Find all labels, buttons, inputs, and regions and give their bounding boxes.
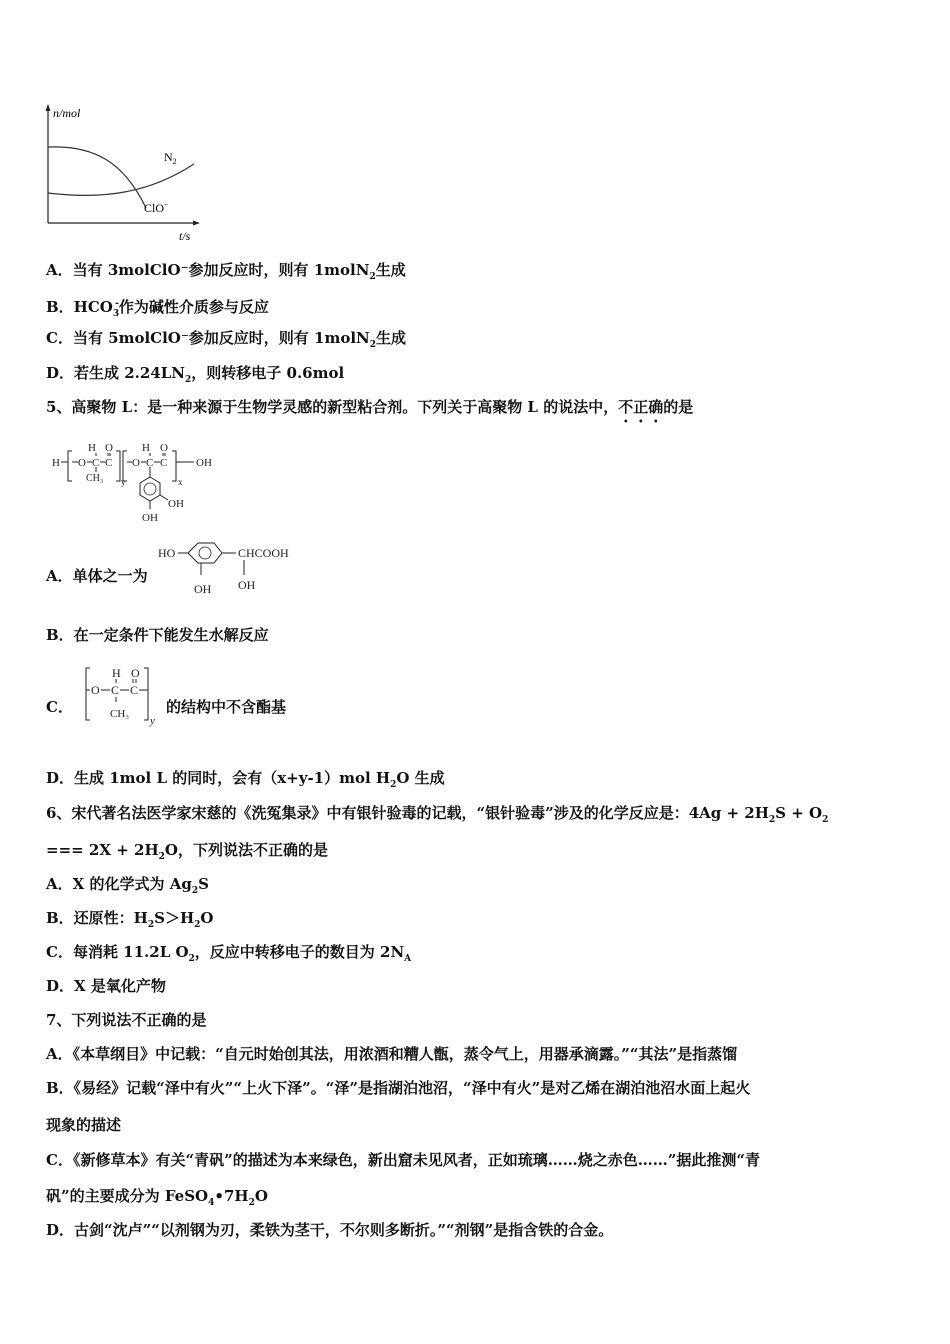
svg-text:O: O <box>78 457 86 469</box>
q7-option-c-line1: C．《新修草本》有关“青矾”的描述为本来绿色，新出窟未见风者，正如琉璃……烧之赤色……”据此推测“青 <box>46 1151 760 1169</box>
svg-text:x: x <box>178 477 183 487</box>
svg-text:y: y <box>150 715 155 727</box>
q7-option-d: D．古剑“沈卢”“以剂钢为刃，柔铁为茎干，不尔则多断折。”“剂钢”是指含铁的合金。 <box>46 1221 614 1239</box>
svg-text:CHCOOH: CHCOOH <box>238 546 289 560</box>
svg-text:H: H <box>88 442 96 454</box>
svg-text:OH: OH <box>194 582 212 596</box>
svg-text:C: C <box>160 457 168 469</box>
svg-text:C: C <box>146 457 154 469</box>
q5-stem: 5、高聚物 L：是一种来源于生物学灵感的新型粘合剂。下列关于高聚物 L 的说法中，不正确的是 <box>46 398 694 416</box>
x-axis-arrow <box>193 221 200 226</box>
svg-text:H: H <box>112 666 121 680</box>
q6-option-d: D．X 是氧化产物 <box>46 977 166 995</box>
svg-text:O: O <box>132 457 140 469</box>
svg-text:H: H <box>142 442 150 454</box>
svg-text:HO: HO <box>158 546 176 560</box>
polymer-l-structure <box>48 437 228 529</box>
q5-option-c-label: C． <box>46 698 73 716</box>
q4-option-b: B．$HCO_3^-$作为碱性介质参与反应 <box>46 298 269 319</box>
svg-text:OH: OH <box>142 512 158 524</box>
svg-text:C: C <box>130 683 139 697</box>
n2-curve <box>48 164 194 195</box>
svg-text:H: H <box>52 457 60 469</box>
q7-option-a: A．《本草纲目》中记载：“自元时始创其法，用浓酒和糟人甑，蒸令气上，用器承滴露。”“其法”是指蒸馏 <box>46 1045 738 1063</box>
q7-option-b-line2: 现象的描述 <box>46 1116 122 1134</box>
n2-label: $N_2$ <box>164 150 177 166</box>
svg-text:O: O <box>131 666 140 680</box>
q7-stem: 7、下列说法不正确的是 <box>46 1011 207 1029</box>
q6-stem-line1: 6、宋代著名法医学家宋慈的《洗冤集录》中有银针验毒的记载，“银针验毒”涉及的化学反应是：$4Ag + 2H_2S + O_2$ <box>46 804 829 825</box>
svg-text:O: O <box>160 442 168 454</box>
q5-option-b: B．在一定条件下能发生水解反应 <box>46 626 269 644</box>
svg-text:OH: OH <box>196 457 212 469</box>
q4-option-c: C．当有 5molClO⁻参加反应时，则有 1molN$_2$生成 <box>46 329 407 350</box>
svg-text:O: O <box>91 683 100 697</box>
q5-option-a: A．单体之一为 <box>46 567 148 585</box>
svg-text:C: C <box>105 457 113 469</box>
clo-curve <box>48 147 146 208</box>
x-axis-label: t/s <box>179 229 191 243</box>
monomer-structure <box>156 535 316 600</box>
svg-text:CH₃: CH₃ <box>110 708 130 720</box>
q6-option-a: A．X 的化学式为 $Ag_2S$ <box>46 875 209 896</box>
svg-text:O: O <box>105 442 113 454</box>
svg-text:CH₃: CH₃ <box>86 473 104 484</box>
q7-option-b-line1: B．《易经》记载“泽中有火”“上火下泽”。“泽”是指湖泊池沼，“泽中有火”是对乙烯在湖泊池沼水面上起火 <box>46 1079 751 1097</box>
y-axis-label: n/mol <box>53 106 81 120</box>
q6-stem-line2: === $2X + 2H_2O$，下列说法不正确的是 <box>46 841 328 862</box>
q5-option-c-text: 的结构中不含酯基 <box>166 698 287 716</box>
emphasis-not-correct: 不正确 <box>618 398 664 416</box>
repeat-unit-structure <box>82 662 167 728</box>
y-axis-arrow <box>46 104 51 111</box>
clo-label: ClO− <box>144 200 169 215</box>
q4-option-a: A．当有 3molClO⁻参加反应时，则有 1molN$_2$生成 <box>46 261 406 282</box>
q6-option-b: B．还原性：$H_2S>H_2O$ <box>46 909 214 930</box>
svg-text:OH: OH <box>238 578 256 592</box>
q7-option-c-line2: 矾”的主要成分为 $FeSO_4•7H_2O$ <box>46 1187 268 1208</box>
q5-option-d: D．生成 1mol L 的同时，会有（x+y-1）mol $H_2O$ 生成 <box>46 769 445 790</box>
q4-option-d: D．若生成 $2.24LN_2$，则转移电子 0.6mol <box>46 364 345 385</box>
svg-text:C: C <box>111 683 120 697</box>
svg-text:y: y <box>121 477 126 487</box>
n-vs-t-graph <box>36 100 216 245</box>
q6-option-c: C．每消耗 11.2L $O_2$，反应中转移电子的数目为 $2N_A$ <box>46 943 412 964</box>
svg-text:C: C <box>92 457 100 469</box>
svg-text:OH: OH <box>168 498 184 510</box>
